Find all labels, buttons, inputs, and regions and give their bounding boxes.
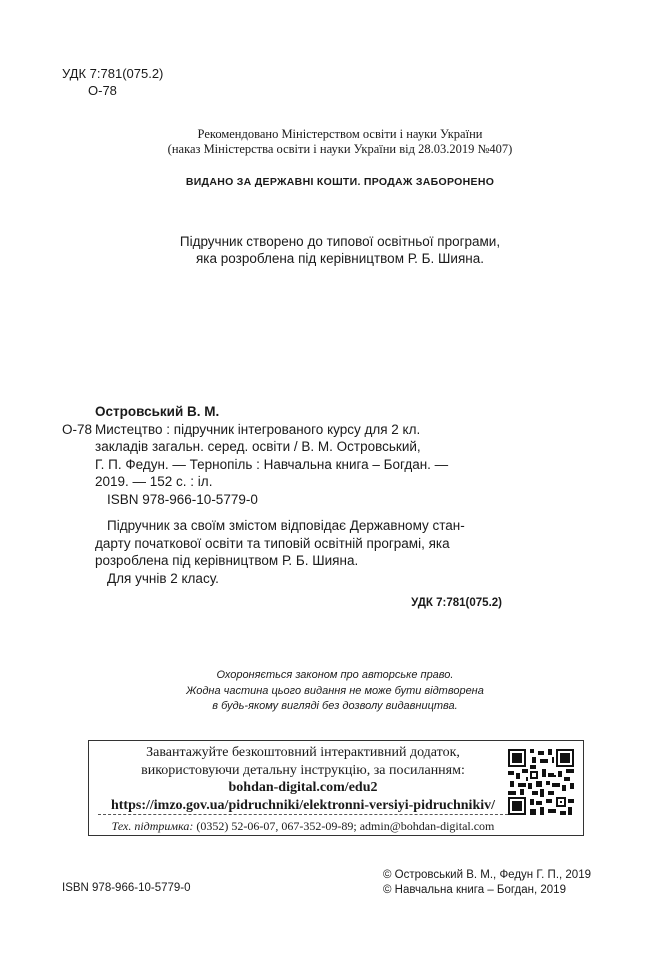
card-udk: УДК 7:781(075.2) <box>411 597 502 609</box>
funded-notice: ВИДАНО ЗА ДЕРЖАВНІ КОШТИ. ПРОДАЖ ЗАБОРОНЕНО <box>185 176 495 188</box>
copyright-line-3: в будь-якому вигляді без дозволу видавництва. <box>212 700 458 712</box>
support-contacts: (0352) 52-06-07, 067-352-09-89; admin@bohdan-digital.com <box>193 819 495 833</box>
annotation-line: розроблена під керівництвом Р. Б. Шияна. <box>95 553 359 568</box>
bottom-copyright <box>383 868 591 898</box>
card-grade: Для учнів 2 класу. <box>107 570 219 586</box>
bib-line: Г. П. Федун. — Тернопіль : Навчальна книга – Богдан. — <box>95 456 449 472</box>
card-code: О-78 <box>62 421 93 437</box>
promo-link-2[interactable]: https://imzo.gov.ua/pidruchniki/elektronni-versiyi-pidruchnikiv/ <box>110 797 496 813</box>
copyright-authors: © Островський В. М., Федун Г. П., 2019 <box>383 869 591 881</box>
copyright-line-2: Жодна частина цього видання не може бути відтворена <box>186 684 484 697</box>
program-note-line-1: Підручник створено до типової освітньої програми, <box>179 234 501 249</box>
card-author: Островський В. М. <box>95 404 220 419</box>
bib-line: закладів загальн. серед. освіти / В. М. Островський, <box>95 439 421 454</box>
program-note-line-2: яка розроблена під керівництвом Р. Б. Шияна. <box>196 251 484 266</box>
catalog-card <box>62 403 502 613</box>
author-sign: О-78 <box>88 83 117 98</box>
promo-line-1: Завантажуйте безкоштовний інтерактивний додаток, <box>146 745 460 760</box>
tech-support <box>98 819 508 834</box>
recommendation-line-2: (наказ Міністерства освіти і науки України від 28.03.2019 №407) <box>167 142 513 156</box>
copyright-line-1: Охороняється законом про авторське право. <box>216 669 454 681</box>
promo-text <box>98 744 508 814</box>
bib-line: 2019. — 152 с. : іл. <box>95 474 213 489</box>
copyright-publisher: © Навчальна книга – Богдан, 2019 <box>383 884 566 896</box>
card-annotation <box>95 517 502 570</box>
card-isbn: ISBN 978-966-10-5779-0 <box>107 491 258 507</box>
annotation-line: Підручник за своїм змістом відповідає Державному стан- <box>107 518 465 533</box>
support-label: Тех. підтримка: <box>111 819 194 833</box>
support-divider <box>98 814 508 815</box>
program-note <box>100 233 580 267</box>
udk-code: УДК 7:781(075.2) <box>62 66 164 81</box>
bib-line: Мистецтво : підручник інтегрованого курсу для 2 кл. <box>95 421 421 437</box>
bottom-isbn: ISBN 978-966-10-5779-0 <box>62 882 191 894</box>
qr-code-icon[interactable] <box>508 749 574 815</box>
annotation-line: дарту початкової освіти та типовій освітній програмі, яка <box>95 535 450 551</box>
promo-link-1[interactable]: bohdan-digital.com/edu2 <box>228 780 378 795</box>
card-bibliography <box>95 421 502 491</box>
recommendation-line-1: Рекомендовано Міністерством освіти і науки України <box>197 127 483 141</box>
promo-line-2: використовуючи детальну інструкцію, за посиланням: <box>141 762 465 778</box>
copyright-notice <box>160 668 510 715</box>
ministry-recommendation <box>130 127 550 157</box>
